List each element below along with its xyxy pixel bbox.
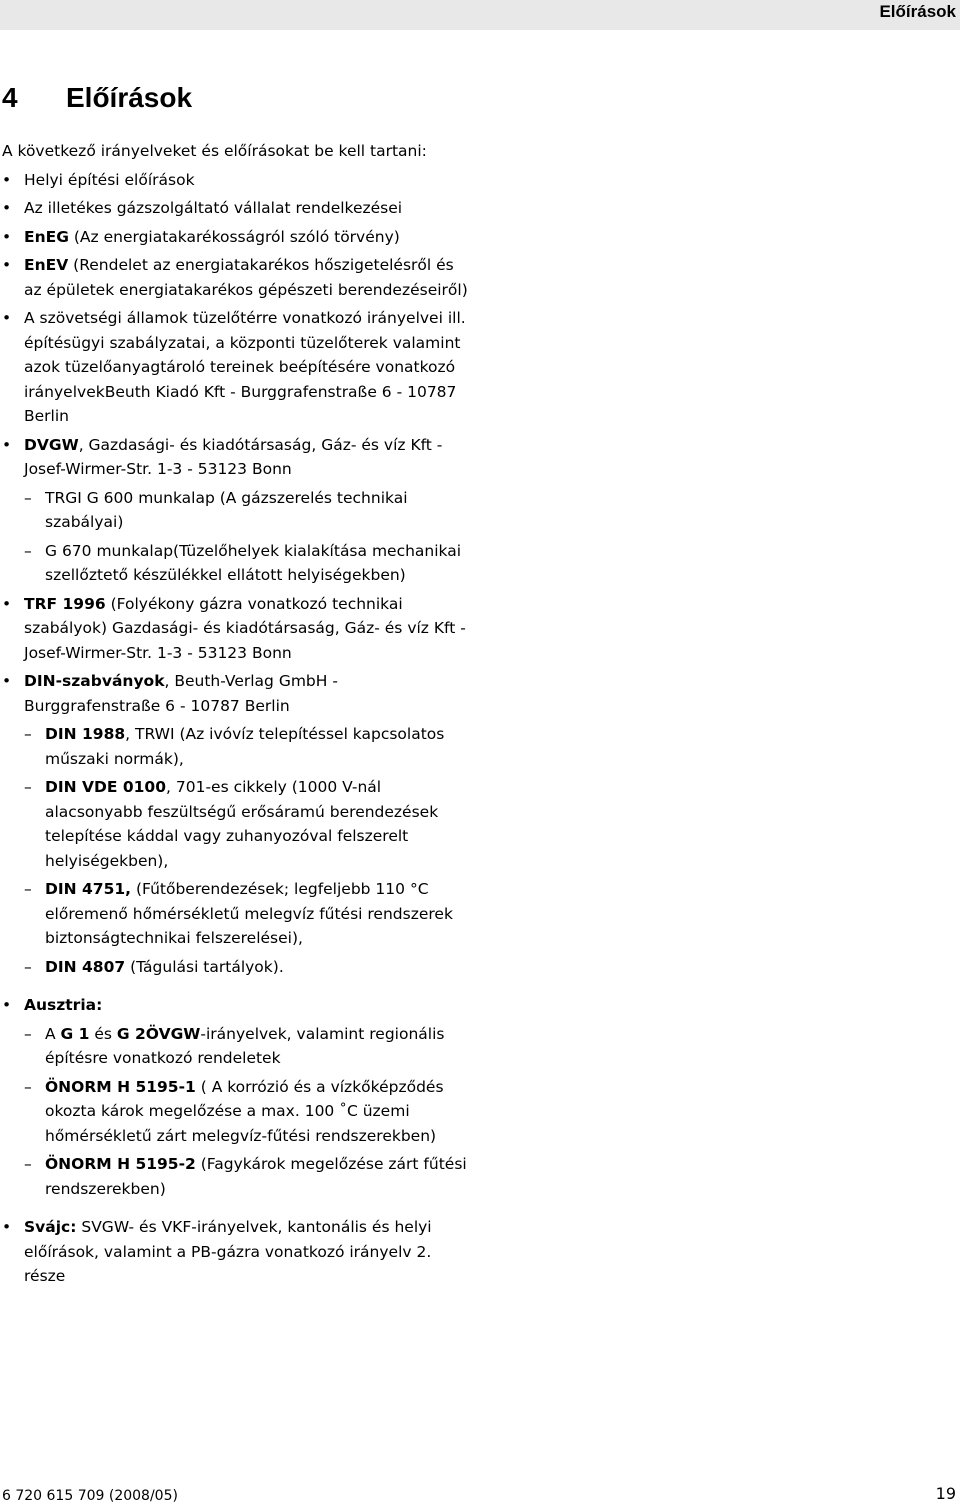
sub-list-item: – ÖNORM H 5195-1 ( A korrózió és a vízkőképződés okozta károk megelőzése a max. 100 ˚C üzemi hőmérsékletű zárt melegvíz-fűtési rendszerekben)	[24, 1075, 472, 1149]
page-number: 19	[935, 1484, 956, 1503]
document-code: 6 720 615 709 (2008/05)	[2, 1488, 178, 1504]
list-item: • Svájc: SVGW- és VKF-irányelvek, kantonális és helyi előírások, valamint a PB-gázra vonatkozó irányelv 2. része	[2, 1215, 472, 1289]
list-item: • Ausztria: – A G 1 és G 2ÖVGW-irányelvek, valamint regionális építésre vonatkozó rendeletek – ÖNORM H 5195-1 ( A korrózió és a vízkőképződés okozta károk megelőzése a max. 100 ˚C üzemi hőmérsékletű zárt melegvíz-fűtési rendszerekben) – ÖNORM H 5195-2 (Fagykárok megelőzése zárt fűtési rendszerekben)	[2, 993, 472, 1201]
sub-list-item: – ÖNORM H 5195-2 (Fagykárok megelőzése zárt fűtési rendszerekben)	[24, 1152, 472, 1201]
list-item: • EnEG (Az energiatakarékosságról szóló törvény)	[2, 225, 472, 250]
sub-list-item: – DIN 1988, TRWI (Az ivóvíz telepítéssel kapcsolatos műszaki normák),	[24, 722, 472, 771]
section-number: 4	[2, 82, 18, 113]
sub-list-item: – DIN 4807 (Tágulási tartályok).	[24, 955, 472, 980]
list-item: • Helyi építési előírások	[2, 168, 472, 193]
intro-text: A következő irányelveket és előírásokat be kell tartani:	[2, 142, 427, 160]
sub-list-item: – G 670 munkalap(Tüzelőhelyek kialakítása mechanikai szellőztető készülékkel ellátott helyiségekben)	[24, 539, 472, 588]
header-title: Előírások	[879, 2, 956, 21]
list-item: • TRF 1996 (Folyékony gázra vonatkozó technikai szabályok) Gazdasági- és kiadótársaság, Gáz- és víz Kft - Josef-Wirmer-Str. 1-3 - 53123 Bonn	[2, 592, 472, 666]
regulations-body	[2, 139, 472, 1293]
sub-list	[24, 1022, 472, 1202]
sub-list-item: – TRGI G 600 munkalap (A gázszerelés technikai szabályai)	[24, 486, 472, 535]
list-item: • DVGW, Gazdasági- és kiadótársaság, Gáz- és víz Kft - Josef-Wirmer-Str. 1-3 - 53123 Bonn – TRGI G 600 munkalap (A gázszerelés technikai szabályai) – G 670 munkalap(Tüzelőhelyek kialakítása mechanikai szellőztető készülékkel ellátott helyiségekben)	[2, 433, 472, 588]
sub-list	[24, 722, 472, 979]
list-item: • EnEV (Rendelet az energiatakarékos hőszigetelésről és az épületek energiatakarékos gépészeti berendezéseiről)	[2, 253, 472, 302]
section-title: Előírások	[66, 82, 193, 113]
sub-list-item: – DIN VDE 0100, 701-es cikkely (1000 V-nál alacsonyabb feszültségű erősáramú berendezések telepítése káddal vagy zuhanyozóval felszerelt helyiségekben),	[24, 775, 472, 873]
section-heading	[2, 82, 192, 114]
sub-list-item: – A G 1 és G 2ÖVGW-irányelvek, valamint regionális építésre vonatkozó rendeletek	[24, 1022, 472, 1071]
list-item: • A szövetségi államok tüzelőtérre vonatkozó irányelvei ill. építésügyi szabályzatai, a központi tüzelőterek valamint azok tüzelőanyagtároló tereinek beépítésére vonatkozó irányelvekBeuth Kiadó Kft - Burggrafenstraße 6 - 10787 Berlin	[2, 306, 472, 429]
list-item: • DIN-szabványok, Beuth-Verlag GmbH - Burggrafenstraße 6 - 10787 Berlin – DIN 1988, TRWI (Az ivóvíz telepítéssel kapcsolatos műszaki normák), – DIN VDE 0100, 701-es cikkely (1000 V-nál alacsonyabb feszültségű erősáramú berendezések telepítése káddal vagy zuhanyozóval felszerelt helyiségekben), – DIN 4751, (Fűtőberendezések; legfeljebb 110 °C előremenő hőmérsékletű melegvíz fűtési rendszerek biztonságtechnikai felszerelései), – DIN 4807 (Tágulási tartályok).	[2, 669, 472, 979]
list-item: • Az illetékes gázszolgáltató vállalat rendelkezései	[2, 196, 472, 221]
sub-list	[24, 486, 472, 588]
header-bar	[0, 0, 960, 30]
regulations-list	[2, 168, 472, 1289]
sub-list-item: – DIN 4751, (Fűtőberendezések; legfeljebb 110 °C előremenő hőmérsékletű melegvíz fűtési rendszerek biztonságtechnikai felszerelései),	[24, 877, 472, 951]
